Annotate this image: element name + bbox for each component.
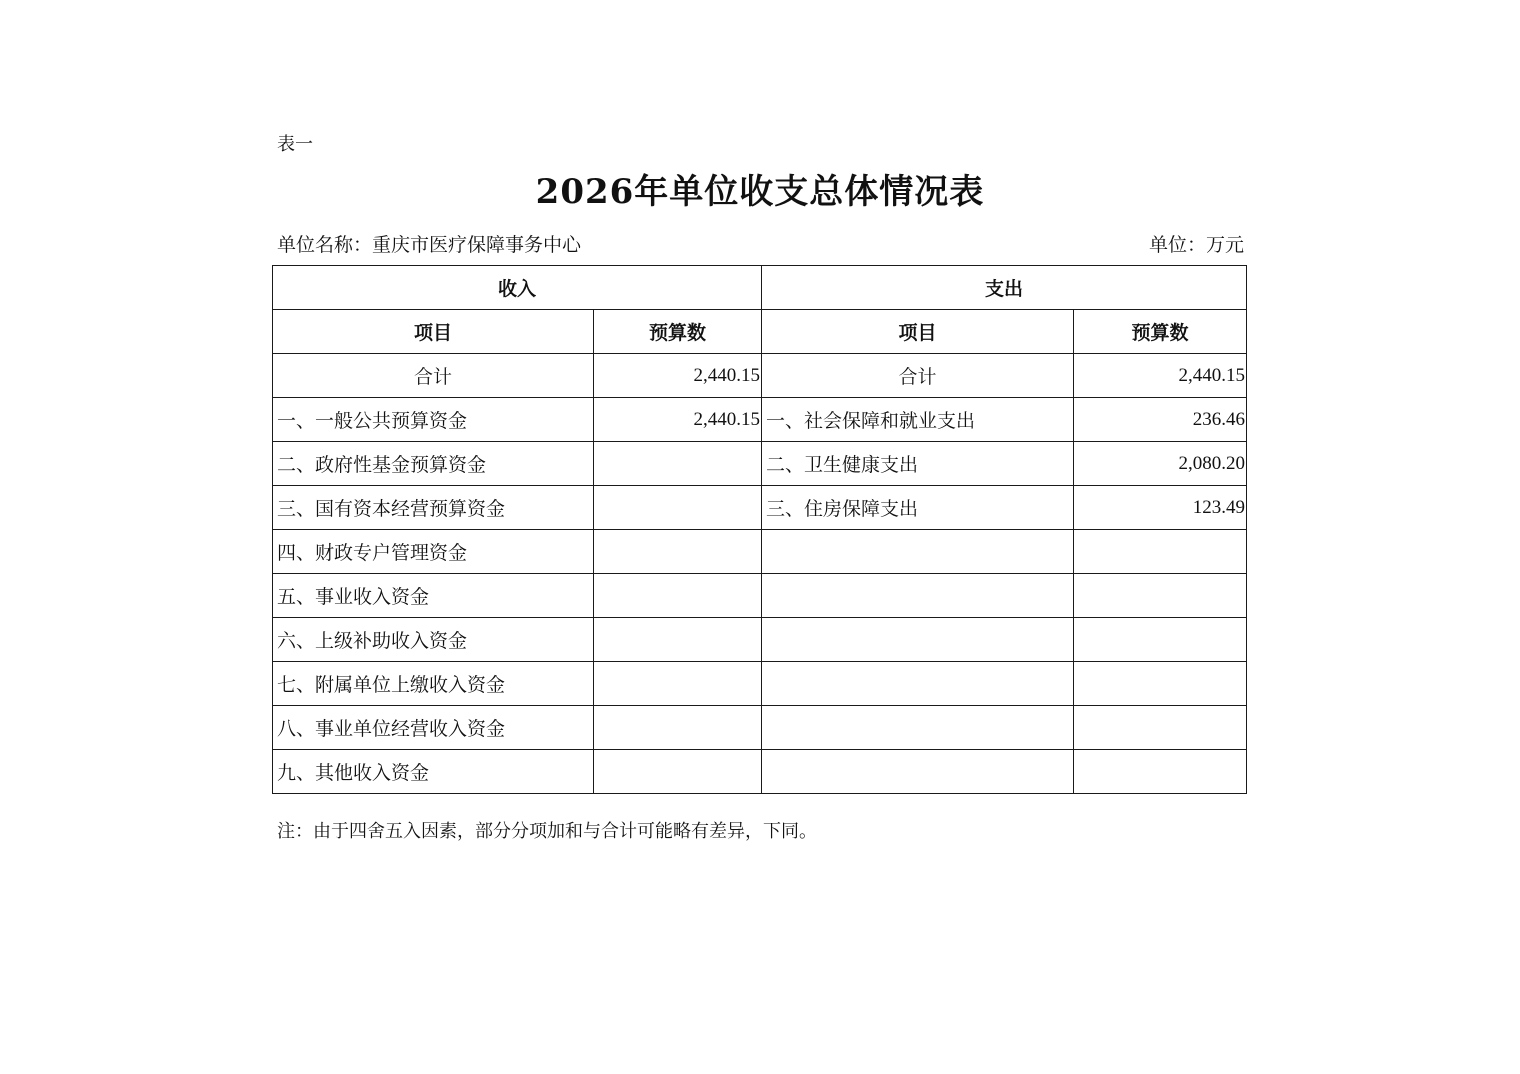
- expense-value: [1074, 750, 1247, 794]
- expense-item: 三、住房保障支出: [762, 486, 1074, 530]
- income-item: 一、一般公共预算资金: [273, 398, 594, 442]
- income-header: 收入: [273, 266, 762, 310]
- income-value: [594, 574, 762, 618]
- income-item: 三、国有资本经营预算资金: [273, 486, 594, 530]
- expense-budget-header: 预算数: [1074, 310, 1247, 354]
- total-row: [273, 354, 1247, 398]
- income-total-value: 2,440.15: [594, 354, 762, 398]
- table-row: [273, 398, 1247, 442]
- income-value: 2,440.15: [594, 398, 762, 442]
- expense-value: [1074, 574, 1247, 618]
- income-budget-header: 预算数: [594, 310, 762, 354]
- table-row: [273, 750, 1247, 794]
- expense-value: 2,080.20: [1074, 442, 1247, 486]
- income-value: [594, 706, 762, 750]
- expense-value: [1074, 530, 1247, 574]
- table-row: [273, 574, 1247, 618]
- income-item: 七、附属单位上缴收入资金: [273, 662, 594, 706]
- footnote: 注：由于四舍五入因素，部分分项加和与合计可能略有差异，下同。: [277, 821, 817, 842]
- income-item: 二、政府性基金预算资金: [273, 442, 594, 486]
- expense-item: [762, 750, 1074, 794]
- expense-item: 二、卫生健康支出: [762, 442, 1074, 486]
- income-value: [594, 530, 762, 574]
- table-row: [273, 662, 1247, 706]
- table-row: [273, 486, 1247, 530]
- unit-label: 单位：万元: [1148, 234, 1244, 256]
- page-title: 2026年单位收支总体情况表: [535, 172, 985, 212]
- budget-table: [272, 265, 1247, 794]
- expense-item-header: 项目: [762, 310, 1074, 354]
- income-item: 六、上级补助收入资金: [273, 618, 594, 662]
- expense-item: [762, 574, 1074, 618]
- income-item: 九、其他收入资金: [273, 750, 594, 794]
- income-value: [594, 486, 762, 530]
- expense-item: [762, 662, 1074, 706]
- table-row: [273, 706, 1247, 750]
- expense-value: [1074, 618, 1247, 662]
- expense-total-label: 合计: [762, 354, 1074, 398]
- expense-item: [762, 706, 1074, 750]
- table-row: [273, 618, 1247, 662]
- table-row: [273, 530, 1247, 574]
- income-item: 八、事业单位经营收入资金: [273, 706, 594, 750]
- table-row: [273, 442, 1247, 486]
- expense-value: 236.46: [1074, 398, 1247, 442]
- expense-value: 123.49: [1074, 486, 1247, 530]
- income-total-label: 合计: [273, 354, 594, 398]
- income-item: 四、财政专户管理资金: [273, 530, 594, 574]
- expense-header: 支出: [762, 266, 1247, 310]
- section-header-row: [273, 266, 1247, 310]
- income-value: [594, 442, 762, 486]
- income-item: 五、事业收入资金: [273, 574, 594, 618]
- income-value: [594, 750, 762, 794]
- expense-total-value: 2,440.15: [1074, 354, 1247, 398]
- income-item-header: 项目: [273, 310, 594, 354]
- expense-item: 一、社会保障和就业支出: [762, 398, 1074, 442]
- expense-value: [1074, 706, 1247, 750]
- expense-item: [762, 530, 1074, 574]
- income-value: [594, 618, 762, 662]
- table-label: 表一: [277, 134, 313, 155]
- unit-name: 单位名称：重庆市医疗保障事务中心: [277, 234, 582, 256]
- income-value: [594, 662, 762, 706]
- expense-item: [762, 618, 1074, 662]
- column-header-row: [273, 310, 1247, 354]
- expense-value: [1074, 662, 1247, 706]
